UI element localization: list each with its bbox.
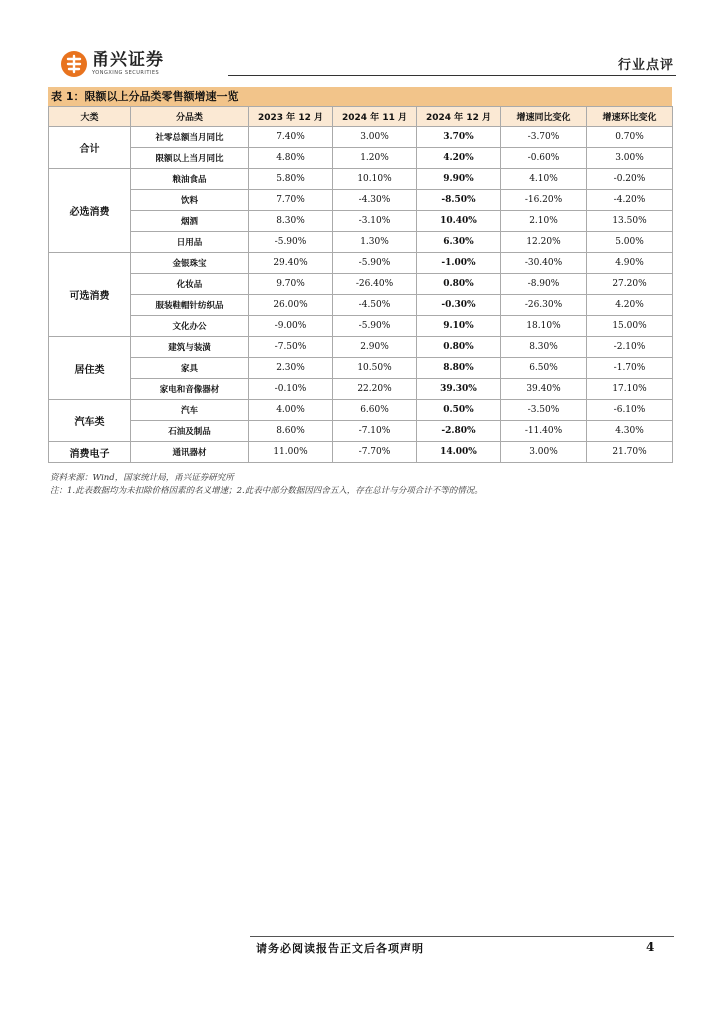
category-cell: 居住类 [49,337,131,400]
value-mom-change: 0.70% [587,127,673,148]
source-note: 资料来源：Wind，国家统计局，甬兴证券研究所 [50,473,234,483]
value-2024-nov: -4.30% [333,190,417,211]
value-2024-nov: -7.10% [333,421,417,442]
value-mom-change: 4.30% [587,421,673,442]
item-cell: 文化办公 [131,316,249,337]
value-mom-change: -6.10% [587,400,673,421]
value-2023-dec: -7.50% [249,337,333,358]
value-2024-nov: 3.00% [333,127,417,148]
value-2024-nov: 1.30% [333,232,417,253]
value-2024-dec: 9.90% [417,169,501,190]
value-mom-change: 4.20% [587,295,673,316]
value-mom-change: -4.20% [587,190,673,211]
header-divider [228,75,676,76]
value-2023-dec: 5.80% [249,169,333,190]
header-yoy-change: 增速同比变化 [501,107,587,127]
value-yoy-change: -11.40% [501,421,587,442]
value-2024-nov: 22.20% [333,379,417,400]
category-cell: 消费电子 [49,442,131,463]
table-row [49,190,673,211]
category-cell: 可选消费 [49,253,131,337]
value-2024-nov: -4.50% [333,295,417,316]
value-2024-nov: 2.90% [333,337,417,358]
value-2024-dec: -0.30% [417,295,501,316]
item-cell: 金银珠宝 [131,253,249,274]
value-2024-dec: 4.20% [417,148,501,169]
value-2023-dec: 7.70% [249,190,333,211]
item-cell: 服装鞋帽针纺织品 [131,295,249,316]
value-2023-dec: 4.00% [249,400,333,421]
value-2024-nov: -7.70% [333,442,417,463]
value-2024-dec: 39.30% [417,379,501,400]
item-cell: 家电和音像器材 [131,379,249,400]
value-2024-dec: 3.70% [417,127,501,148]
value-2023-dec: 29.40% [249,253,333,274]
value-2024-dec: 0.50% [417,400,501,421]
value-mom-change: 13.50% [587,211,673,232]
table-header-row [49,107,673,127]
item-cell: 化妆品 [131,274,249,295]
item-cell: 粮油食品 [131,169,249,190]
value-mom-change: 4.90% [587,253,673,274]
value-2024-dec: -8.50% [417,190,501,211]
value-2024-dec: 9.10% [417,316,501,337]
item-cell: 日用品 [131,232,249,253]
value-yoy-change: -26.30% [501,295,587,316]
value-2024-dec: 14.00% [417,442,501,463]
value-mom-change: 21.70% [587,442,673,463]
table-row [49,400,673,421]
table-notes [50,472,483,498]
item-cell: 限额以上当月同比 [131,148,249,169]
item-cell: 社零总额当月同比 [131,127,249,148]
page-number: 4 [646,940,655,954]
value-2024-nov: 1.20% [333,148,417,169]
value-2024-dec: 10.40% [417,211,501,232]
value-2023-dec: 11.00% [249,442,333,463]
value-yoy-change: -8.90% [501,274,587,295]
value-2024-nov: -26.40% [333,274,417,295]
value-2024-nov: -3.10% [333,211,417,232]
table-row [49,316,673,337]
value-yoy-change: 12.20% [501,232,587,253]
table-row [49,358,673,379]
value-2023-dec: -0.10% [249,379,333,400]
footer-divider [250,936,674,937]
value-2023-dec: 8.30% [249,211,333,232]
value-mom-change: -0.20% [587,169,673,190]
value-yoy-change: 3.00% [501,442,587,463]
header-2023-dec: 2023 年 12 月 [249,107,333,127]
item-cell: 家具 [131,358,249,379]
item-cell: 饮料 [131,190,249,211]
value-mom-change: 3.00% [587,148,673,169]
table-row [49,295,673,316]
page-header [48,48,676,78]
value-mom-change: 27.20% [587,274,673,295]
category-cell: 必选消费 [49,169,131,253]
value-mom-change: 15.00% [587,316,673,337]
footnote: 注：1.此表数据均为未扣除价格因素的名义增速；2.此表中部分数据因四舍五入，存在总计与分项合计不等的情况。 [50,486,483,496]
value-mom-change: 5.00% [587,232,673,253]
item-cell: 石油及制品 [131,421,249,442]
value-2024-nov: 10.10% [333,169,417,190]
value-2024-dec: 6.30% [417,232,501,253]
value-mom-change: -1.70% [587,358,673,379]
table-row [49,274,673,295]
item-cell: 烟酒 [131,211,249,232]
value-mom-change: 17.10% [587,379,673,400]
table-row [49,127,673,148]
value-yoy-change: 39.40% [501,379,587,400]
value-2023-dec: 4.80% [249,148,333,169]
value-2023-dec: -5.90% [249,232,333,253]
logo-chinese-name: 甬兴证券 [92,50,164,70]
table-row [49,421,673,442]
value-yoy-change: -3.70% [501,127,587,148]
table-title: 表 1：限额以上分品类零售额增速一览 [48,87,672,106]
value-2023-dec: 26.00% [249,295,333,316]
category-cell: 汽车类 [49,400,131,442]
table-row [49,379,673,400]
value-2023-dec: 8.60% [249,421,333,442]
table-row [49,442,673,463]
value-2024-nov: 10.50% [333,358,417,379]
header-item: 分品类 [131,107,249,127]
value-yoy-change: 4.10% [501,169,587,190]
value-2023-dec: 2.30% [249,358,333,379]
value-yoy-change: -30.40% [501,253,587,274]
header-category: 大类 [49,107,131,127]
table-row [49,253,673,274]
item-cell: 汽车 [131,400,249,421]
value-2023-dec: 9.70% [249,274,333,295]
item-cell: 通讯器材 [131,442,249,463]
value-2024-dec: -1.00% [417,253,501,274]
value-yoy-change: 2.10% [501,211,587,232]
value-yoy-change: -0.60% [501,148,587,169]
value-2024-nov: -5.90% [333,316,417,337]
table-row [49,337,673,358]
value-yoy-change: 6.50% [501,358,587,379]
value-2024-dec: 8.80% [417,358,501,379]
company-logo [60,50,164,78]
value-2023-dec: -9.00% [249,316,333,337]
value-yoy-change: 18.10% [501,316,587,337]
logo-english-name: YONGXING SECURITIES [92,70,160,76]
category-cell: 合计 [49,127,131,169]
table-row [49,169,673,190]
value-2024-nov: -5.90% [333,253,417,274]
value-2024-dec: -2.80% [417,421,501,442]
value-mom-change: -2.10% [587,337,673,358]
header-2024-nov: 2024 年 11 月 [333,107,417,127]
table-row [49,232,673,253]
value-yoy-change: -16.20% [501,190,587,211]
logo-mark-icon [60,50,88,78]
retail-sales-table [48,106,673,463]
value-2024-dec: 0.80% [417,274,501,295]
item-cell: 建筑与装潢 [131,337,249,358]
table-row [49,148,673,169]
value-yoy-change: -3.50% [501,400,587,421]
value-2024-nov: 6.60% [333,400,417,421]
footer-disclaimer: 请务必阅读报告正文后各项声明 [256,942,424,955]
header-mom-change: 增速环比变化 [587,107,673,127]
report-type-tag: 行业点评 [617,58,674,73]
value-2024-dec: 0.80% [417,337,501,358]
header-2024-dec: 2024 年 12 月 [417,107,501,127]
value-yoy-change: 8.30% [501,337,587,358]
table-row [49,211,673,232]
value-2023-dec: 7.40% [249,127,333,148]
